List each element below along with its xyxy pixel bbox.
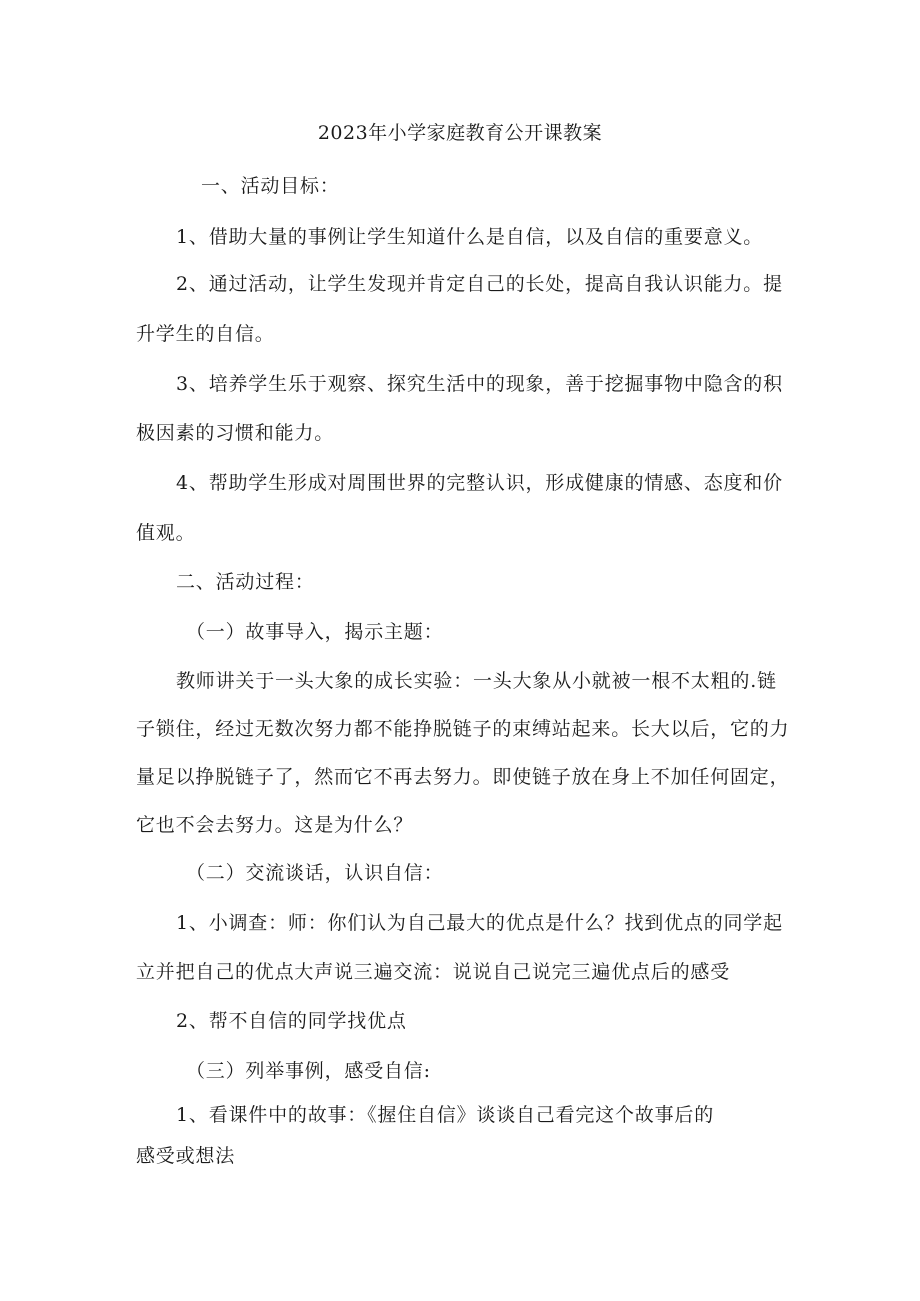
goal-3-text: 3、培养学生乐于观察、探究生活中的现象，善于挖掘事物中隐含的积 <box>176 373 783 395</box>
document-title: 2023年小学家庭教育公开课教案 <box>317 122 603 144</box>
goal-1-text: 1、借助大量的事例让学生知道什么是自信，以及自信的重要意义。 <box>176 226 764 248</box>
goal-4-text-cont: 值观。 <box>136 522 196 544</box>
survey-text: 1、小调查：师：你们认为自己最大的优点是什么？找到优点的同学起 <box>176 912 783 934</box>
courseware-story-text-cont: 感受或想法 <box>136 1145 236 1167</box>
story-paragraph-line-1: 教师讲关于一头大象的成长实验：一头大象从小就被一根不太粗的.链 <box>176 670 777 692</box>
subsection-heading-3: （三）列举事例，感受自信: <box>186 1060 431 1082</box>
goal-4-text: 4、帮助学生形成对周围世界的完整认识，形成健康的情感、态度和价 <box>176 472 783 494</box>
survey-text-cont: 立并把自己的优点大声说三遍交流：说说自己说完三遍优点后的感受 <box>136 961 731 983</box>
section-heading-process: 二、活动过程： <box>176 571 315 593</box>
goal-2-text: 2、通过活动，让学生发现并肯定自己的长处，提高自我认识能力。提 <box>176 273 783 295</box>
courseware-story-text: 1、看课件中的故事：《握住自信》谈谈自己看完这个故事后的 <box>176 1104 714 1126</box>
goal-2-text-cont: 升学生的自信。 <box>136 323 275 345</box>
story-paragraph-line-2: 子锁住，经过无数次努力都不能挣脱链子的束缚站起来。长大以后，它的力 <box>136 718 790 740</box>
story-paragraph-line-3: 量足以挣脱链子了，然而它不再去努力。即使链子放在身上不加任何固定， <box>136 766 790 788</box>
subsection-heading-1: （一）故事导入，揭示主题： <box>186 621 444 643</box>
subsection-heading-2: （二）交流谈话，认识自信： <box>186 862 444 884</box>
goal-3-text-cont: 极因素的习惯和能力。 <box>136 422 335 444</box>
help-classmates-text: 2、帮不自信的同学找优点 <box>176 1010 407 1032</box>
section-heading-goals: 一、活动目标： <box>201 175 340 197</box>
story-paragraph-line-4: 它也不会去努力。这是为什么？ <box>136 814 414 836</box>
